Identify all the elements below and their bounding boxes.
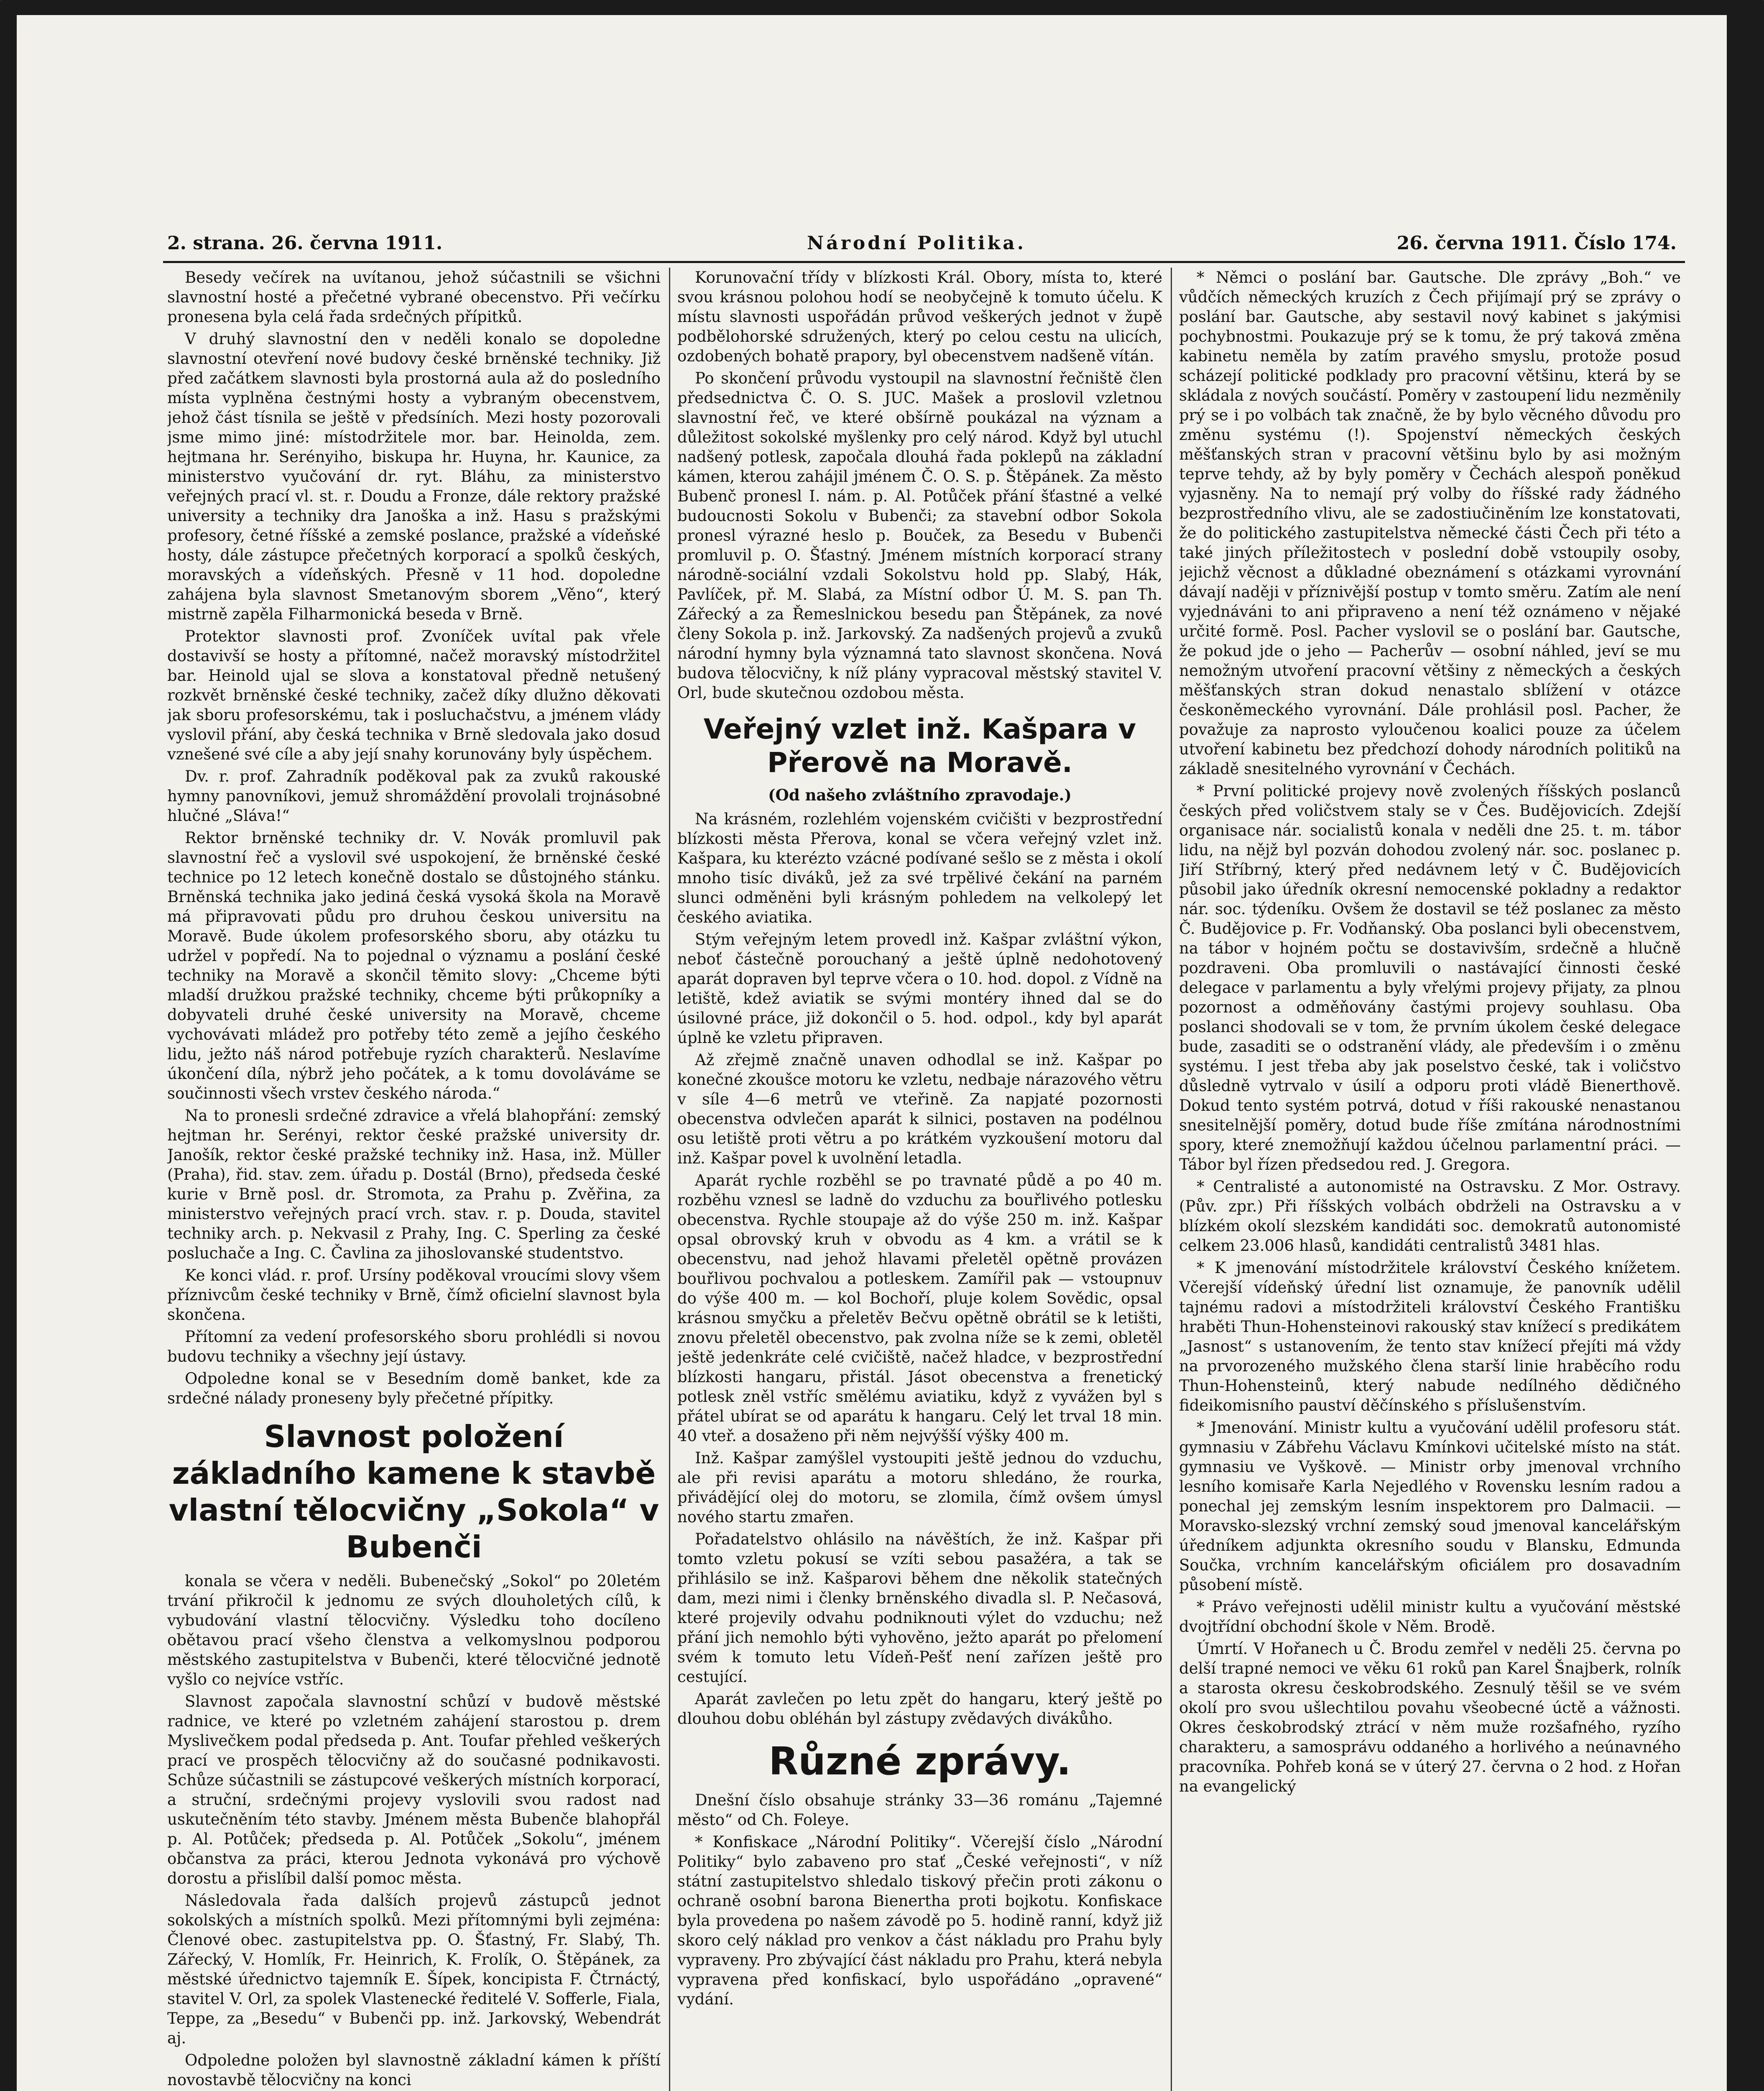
- article-paragraph: Odpoledne položen byl slavnostně základní kámen k příští novostavbě tělocvičny na konci: [167, 2051, 661, 2089]
- article-paragraph: Po skončení průvodu vystoupil na slavnostní řečniště člen předsednictva Č. O. S. JUC. Mašek a proslovil vzletnou slavnostní řeč, ve které obšírně poukázal na význam a důležitost sokolské myšlenky pro celý národ. Když byl utuchl nadšený potlesk, započala dlouhá řada poklepů na základní kámen, kterou zahájil jménem Č. O. S. p. Štěpánek. Za město Bubenč pronesl I. nám. p. Al. Potůček přání šťastné a velké budoucnosti Sokolu v Bubenči; za stavební odbor Sokola pronesl výrazné heslo p. Bouček, za Besedu v Bubenči promluvil p. O. Šťastný. Jménem místních korporací strany národně-sociální vzdali Sokolstvu hold pp. Slabý, Hák, Pavlíček, př. M. Slabá, za Místní odbor Ú. M. S. pan Th. Zářecký a za Řemeslnickou besedu pan Štěpánek, za nové členy Sokola p. inž. Jarkovský. Za nadšených projevů a zvuků národní hymny byla významná tato slavnost skončena. Nová budova tělocvičny, k níž plány vypracoval městský stavitel V. Orl, bude skutečnou ozdobou města.: [677, 369, 1162, 702]
- article-paragraph: Přítomní za vedení profesorského sboru prohlédli si novou budovu techniky a všechny její ústavy.: [167, 1328, 661, 1365]
- article-paragraph: Odpoledne konal se v Besedním domě banket, kde za srdečné nálady proneseny byly přečetné přípitky.: [167, 1370, 661, 1407]
- column-divider: [1171, 268, 1172, 2091]
- page-header: [138, 228, 1689, 261]
- article-paragraph: * Centralisté a autonomisté na Ostravsku. Z Mor. Ostravy. (Pův. zpr.) Při říšských volbách obdrželi na Ostravsku a v blízkém okolí slezském kandidáti soc. demokratů autonomisté celkem 23.006 hlasů, kandidáti centralistů 3481 hlas.: [1179, 1178, 1681, 1255]
- article-paragraph: konala se včera v neděli. Bubenečský „Sokol“ po 20letém trvání přikročil k jednomu ze svých dlouholetých cílů, k vybudování vlastní tělocvičny. Výsledku toho docíleno obětavou prací všeho členstva a velkomyslnou podporou městského zastupitelstva v Bubenči, které tělocvičné jednotě vyšlo co nejvíce vstříc.: [167, 1572, 661, 1688]
- article-paragraph: * Jmenování. Ministr kultu a vyučování udělil profesoru stát. gymnasiu v Zábřehu Václavu Kmínkovi učitelské místo na stát. gymnasiu ve Vyškově. — Ministr orby jmenoval vrchního lesního komisaře Karla Nejedlého v Rovensku lesním radou a ponechal jej zemským lesním inspektorem pro Dalmacii. — Moravsko-slezský vrchní zemský soud jmenoval kancelářským úředníkem adjunkta okresního soudu v Blansku, Edmunda Součka, vrchním kancelářským oficiálem pro dosavadním působení místě.: [1179, 1419, 1681, 1594]
- article-paragraph: Na krásném, rozlehlém vojenském cvičišti v bezprostřední blízkosti města Přerova, konal se včera veřejný vzlet inž. Kašpara, ku kterézto vzácné podívané sešlo se z města i okolí mnoho tisíc diváků, jež za své trpělivé čekání na parném slunci odměněni byli krásným pohledem na velkolepý let českého aviatika.: [677, 810, 1162, 926]
- article-paragraph: Ke konci vlád. r. prof. Ursíny poděkoval vroucími slovy všem příznivcům české techniky v Brně, čímž oficielní slavnost byla skončena.: [167, 1266, 661, 1324]
- scan-mark: [1727, 0, 1764, 2091]
- article-paragraph: Korunovační třídy v blízkosti Král. Obory, místa to, které svou krásnou polohou hodí se neobyčejně k tomuto účelu. K místu slavnosti uspořádán průvod veškerých jednot v župě podbělohorské sdružených, který po celou cestu na ulicích, ozdobených bohatě prapory, byl obecenstvem nadšeně vítán.: [677, 268, 1162, 365]
- article-paragraph: Stým veřejným letem provedl inž. Kašpar zvláštní výkon, neboť částečně porouchaný a ještě úplně nedohotovený aparát dopraven byl teprve včera o 10. hod. dopol. z Vídně na letiště, kdež aviatik se svými montéry ihned dal se do úsilovné práce, již dokončil o 5. hod. odpol., kdy byl aparát úplně ke vzletu připraven.: [677, 930, 1162, 1047]
- article-paragraph: * Konfiskace „Národní Politiky“. Včerejší číslo „Národní Politiky“ bylo zabaveno pro stať „České veřejnosti“, v níž státní zastupitelstvo shledalo tiskový přečin proti zákonu o ochraně osobní barona Bienertha proti bojkotu. Konfiskace byla provedena po našem závodě po 5. hodině ranní, když již skoro celý náklad pro venkov a část nákladu pro Prahu byly vypraveny. Pro zbývající část nákladu pro Prahu, která nebyla vypravena před konfiskací, bylo uspořádáno „opravené“ vydání.: [677, 1833, 1162, 2008]
- header-masthead: Národní Politika.: [807, 233, 1026, 254]
- article-paragraph: Aparát zavlečen po letu zpět do hangaru, který ještě po dlouhou dobu obléhán byl zástupy zvědavých divákůho.: [677, 1690, 1162, 1728]
- article-paragraph: Inž. Kašpar zamýšlel vystoupiti ještě jednou do vzduchu, ale při revisi aparátu a motoru shledáno, že rourka, přivádějící olej do motoru, se zlomila, čímž ovšem úmysl nového startu zmařen.: [677, 1449, 1162, 1526]
- headline-subtitle: (Od našeho zvláštního zpravodaje.): [768, 786, 1072, 804]
- article-paragraph: Na to pronesli srdečné zdravice a vřelá blahopřání: zemský hejtman hr. Serényi, rektor české pražské university dr. Janošík, rektor české pražské techniky inž. Hasa, inž. Müller (Praha), řid. stav. zem. úřadu p. Dostál (Brno), předseda české kurie v Brně posl. dr. Stromota, za Prahu p. Zvěřina, za ministerstvo veřejných prací vrch. stav. r. p. Douda, stavitel techniky arch. p. Nekvasil z Prahy, Ing. C. Sperling za české posluchače a Ing. C. Čavlina za jihoslovanské studentstvo.: [167, 1107, 661, 1262]
- article-paragraph: * První politické projevy nově zvolených říšských poslanců českých před voličstvem staly se v Čes. Budějovicích. Zdejší organisace nár. socialistů konala v neděli dne 25. t. m. tábor lidu, na nějž byl pozván dohodou zvolený nár. soc. poslanec p. Jiří Stříbrný, který před nedávnem letý v Č. Budějovicích působil jako úředník okresní nemocenské pokladny a redaktor nár. soc. týdeníku. Ovšem že dostavil se též poslanec za město Č. Budějovice p. Fr. Vodňanský. Oba poslanci byli obecenstvem, na tábor v hojném počtu se dostavivším, srdečně a hlučně pozdraveni. Oba promluvili o nastávající činnosti české delegace v parlamentu a byly vřelými projevy přijaty, za plnou pozornost a odměňovány častými projevy souhlasu. Oba poslanci shodovali se v tom, že prvním úkolem české delegace bude, zasaditi se o odstranění vlády, ale především i o změnu systému. I jest třeba aby jak poselstvo české, tak i voličstvo důsledně vytrvalo v úsilí a odporu proti vládě Bienerthově. Dokud tento systém potrvá, dotud v říši rakouské nenastanou snesitelnější poměry, dotud bude říše zmítána národnostními spory, které znemožňují každou účelnou parlamentní práci. — Tábor byl řízen předsedou red. J. Gregora.: [1179, 782, 1681, 1173]
- article-paragraph: Aparát rychle rozběhl se po travnaté půdě a po 40 m. rozběhu vznesl se ladně do vzduchu za bouřlivého potlesku obecenstva. Rychle stoupaje až do výše 250 m. inž. Kašpar opsal obrovský kruh v obvodu as 4 km. a vrátil se k obecenstvu, nad jehož hlavami přeletěl opětně provázen bouřlivou pochvalou a potleskem. Zamířil pak — vstoupnuv do výše 400 m. — kol Bochoří, pluje kolem Sovědic, opsal krásnou smyčku a přeletěv Bečvu opětně obrátil se k letišti, znovu přeletěl obecenstvo, pak zvolna níže se k zemi, obletěl ještě jedenkráte celé cvičiště, načež hladce, v bezprostřední blízkosti hangaru, přistál. Jásot obecenstva a frenetický potlesk zněl vstříc smělému aviatiku, když z vyvážen byl s přátel ubírat se od aparátu k hangaru. Celý let trval 18 min. 40 vteř. a dosaženo při něm nejvýšší výšky 400 m.: [677, 1171, 1162, 1445]
- column-3: [1179, 268, 1681, 2091]
- column-2: [677, 268, 1162, 2091]
- article-paragraph: Dnešní číslo obsahuje stránky 33—36 románu „Tajemné město“ od Ch. Foleye.: [677, 1791, 1162, 1829]
- article-paragraph: V druhý slavnostní den v neděli konalo se dopoledne slavnostní otevření nové budovy české brněnské techniky. Již před začátkem slavnosti byla prostorná aula až do posledního místa vyplněna čestnými hosty a vybraným obecenstvem, jehož část tísnila se ještě v předsíních. Mezi hosty pozorovali jsme mimo jiné: místodržitele mor. bar. Heinolda, zem. hejtmana hr. Serényiho, biskupa hr. Huyna, hr. Kaunice, za ministerstvo vyučování dr. ryt. Bláhu, za ministerstvo veřejných prací vl. st. r. Doudu a Fronze, dále rektory pražské university a techniky dra Janoška a inž. Hasu s pražskými profesory, četné říšské a zemské poslance, pražské a vídeňské hosty, dále zástupce přečetných korporací a spolků českých, moravských a vídeňských. Přesně v 11 hod. dopoledne zahájena byla slavnost Smetanovým sborem „Věno“, který mistrně zapěla Filharmonická beseda v Brně.: [167, 330, 661, 623]
- header-rule: [163, 261, 1685, 263]
- article-paragraph: Slavnost započala slavnostní schůzí v budově městské radnice, ve které po vzletném zahájení starostou p. drem Myslivečkem podal předseda p. Ant. Toufar přehled veškerých prací ve prospěch tělocvičny až do současné podnikavosti. Schůze súčastnili se zástupcové veškerých místních korporací, a struční, srdečnými projevy vyslovili svou radost nad uskutečněním této stavby. Jménem města Bubenče blahopřál p. Al. Potůček; předseda p. Al. Potůček „Sokolu“, jménem občanstva za práci, kterou Jednota vykonává pro výchově dorostu a přislíbil další pomoc města.: [167, 1692, 661, 1887]
- scan-mark: [0, 0, 17, 2091]
- column-divider: [669, 268, 670, 2091]
- column-1: [167, 268, 661, 2091]
- scan-mark: [0, 0, 1764, 15]
- article-paragraph: Až zřejmě značně unaven odhodlal se inž. Kašpar po konečné zkoušce motoru ke vzletu, nedbaje nárazového větru v síle 4—6 metrů ve vteřině. Za napjaté pozornosti obecenstva odvlečen aparát k silnici, postaven na podélnou osu letiště proti větru a po krátkém vyzkoušení motoru dal inž. Kašpar povel k uvolnění letadla.: [677, 1051, 1162, 1167]
- article-paragraph: Protektor slavnosti prof. Zvoníček uvítal pak vřele dostavivší se hosty a přítomné, načež moravský místodržitel bar. Heinold ujal se slova a konstatoval předně netušený rozkvět brněnské české techniky, začež díky dlužno děkovati jak sboru profesorskému, tak i posluchačstvu, a jménem vlády vyslovil přání, aby česká technika v Brně sledovala jako dosud vznešené své cíle a aby její snahy korunovány byly úspěchem.: [167, 627, 661, 763]
- article-paragraph: * Němci o poslání bar. Gautsche. Dle zprávy „Boh.“ ve vůdčích německých kruzích z Čech přijímají prý se zprávy o poslání bar. Gautsche, aby sestavil nový kabinet s jakýmisi pochybnostmi. Poukazuje prý se k tomu, že prý taková změna kabinetu neměla by zatím pravého smyslu, protože posud scházejí politické podklady pro pracovní většinu, která by se skládala z nových součástí. Poměry v zastoupení lidu nezměnily prý se i po volbách tak značně, že by bylo věcného důvodu pro změnu systému (!). Spojenství německých českých měšťanských stran v pracovní většinu bylo by asi možným teprve tehdy, až by byly poměry v Čechách alespoň poněkud vyjasněny. Na to nemají prý volby do říšské rady žádného bezprostředního vlivu, ale se zadostiučiněním lze konstatovati, že do politického zastupitelstva německé části Čech při této a také jiných příležitostech v poslední době vstoupily osoby, jejichž věcnost a důkladné obeznámení s otázkami vyrovnání dávají naději v příznivější postup v tomto směru. Zatím ale není vyjednáváni to ani připraveno a není též oznámeno v nějaké určité formě. Posl. Pacher vyslovil se o poslání bar. Gautsche, že pokud jde o jeho — Pacherův — osobní náhled, jeví se mu nemožným utvoření pracovní většiny z německých a českých měšťanských stran dokud nenastalo sblížení v otázce českoněmeckého vyrovnání. Dále prohlásil posl. Pacher, že považuje za naprosto vyloučenou koalici pouze za účelem utvoření kabinetu bez předchozí dohody národních politiků na základě snesitelného vyrovnání v Čechách.: [1179, 268, 1681, 778]
- article-paragraph: * K jmenování místodržitele království Českého knížetem. Včerejší vídeňský úřední list oznamuje, že panovník udělil tajnému radovi a místodržiteli království Českého Františku hraběti Thun-Hohensteinovi rakouský stav knížecí s predikátem „Jasnost“ s ustanovením, že tento stav knížecí přejíti má vždy na prvorozeného mužského člena starší linie hraběcího rodu Thun-Hohensteinů, který nabude nedílného dědičného fideikomisního pauství děčínského s příslušenstvím.: [1179, 1259, 1681, 1414]
- article-paragraph: Rektor brněnské techniky dr. V. Novák promluvil pak slavnostní řeč a vyslovil své uspokojení, že brněnské české technice po 12 letech konečně dostalo se důstojného stánku. Brněnská technika jako jediná česká vysoká škola na Moravě má připravovati půdu pro druhou českou universitu na Moravě. Bude úkolem profesorského sboru, aby otázku tu udržel v popředí. Na to pojednal o významu a poslání české techniky na Moravě a skončil těmito slovy: „Chceme býti mladší družkou pražské techniky, chceme býti průkopníky a dobyvateli druhé české university na Moravě, chceme vychovávati mládež pro potřeby této země a jejího českého lidu, ježto náš národ potřebuje ryzích charakterů. Neslavíme úkončení díla, nýbrž jeho počátek, a k tomu dovoláváme se součinnosti všech vrstev českého národa.“: [167, 829, 661, 1102]
- article-paragraph: Besedy večírek na uvítanou, jehož súčastnili se všichni slavnostní hosté a přečetné vybrané obecenstvo. Při večírku pronesena byla celá řada srdečných přípitků.: [167, 268, 661, 326]
- headline-various-news: Různé zprávy.: [768, 1739, 1071, 1784]
- header-page-date: 2. strana. 26. června 1911.: [167, 233, 443, 254]
- article-paragraph: Pořadatelstvo ohlásilo na návěštích, že inž. Kašpar při tomto vzletu pokusí se vzíti sebou pasažéra, a tak se přihlásilo se inž. Kašparovi během dne několik statečných dam, mezi nimi i členky brněnského divadla sl. P. Nečasová, které projevily odvahu podniknouti výlet do vzduchu; než přání jich nemohlo býti vyhověno, ježto aparát po přelomení svém k tomuto letu Vídeň-Pešť není zařízen ještě pro cestující.: [677, 1530, 1162, 1686]
- header-issue-number: 26. června 1911. Číslo 174.: [1396, 233, 1677, 254]
- article-paragraph: * Právo veřejnosti udělil ministr kultu a vyučování městské dvojtřídní obchodní škole v Něm. Brodě.: [1179, 1598, 1681, 1636]
- headline-sokol-bubenec: Slavnost položení základního kamene k stavbě vlastní tělocvičny „Sokola“ v Bubenči: [168, 1419, 659, 1564]
- article-paragraph: Následovala řada dalších projevů zástupců jednot sokolských a místních spolků. Mezi přítomnými byli zejména: Členové obec. zastupitelstva pp. O. Šťastný, Fr. Slabý, Th. Zářecký, V. Homlík, Fr. Heinrich, K. Frolík, O. Štěpánek, za městské úřednictvo tajemník E. Šípek, koncipista F. Čtrnáctý, stavitel V. Orl, za spolek Vlastenecké ředitelé V. Sofferle, Fiala, Teppe, za „Besedu“ v Bubenči pp. inž. Jarkovský, Webendrát aj.: [167, 1892, 661, 2047]
- headline-kaspar-flight: Veřejný vzlet inž. Kašpara v Přerově na Moravě.: [703, 713, 1136, 779]
- article-paragraph: Úmrtí. V Hořanech u Č. Brodu zemřel v neděli 25. června po delší trapné nemoci ve věku 61 roků pan Karel Šnajberk, rolník a starosta okresu českobrodského. Zesnulý těšil se ve svém okolí pro svou ušlechtilou povahu všeobecné úctě a vážnosti. Okres českobrodský ztrácí v něm muže rozšafného, ryzího charakteru, a samosprávu oddaného a horlivého a neúnavného pracovníka. Pohřeb koná se v úterý 27. června o 2 hod. z Hořan na evangelický: [1179, 1640, 1681, 1795]
- newspaper-page: [138, 217, 1689, 2091]
- article-paragraph: Dv. r. prof. Zahradník poděkoval pak za zvuků rakouské hymny panovníkovi, jemuž shromáždění provolali trojnásobné hlučné „Sláva!“: [167, 767, 661, 825]
